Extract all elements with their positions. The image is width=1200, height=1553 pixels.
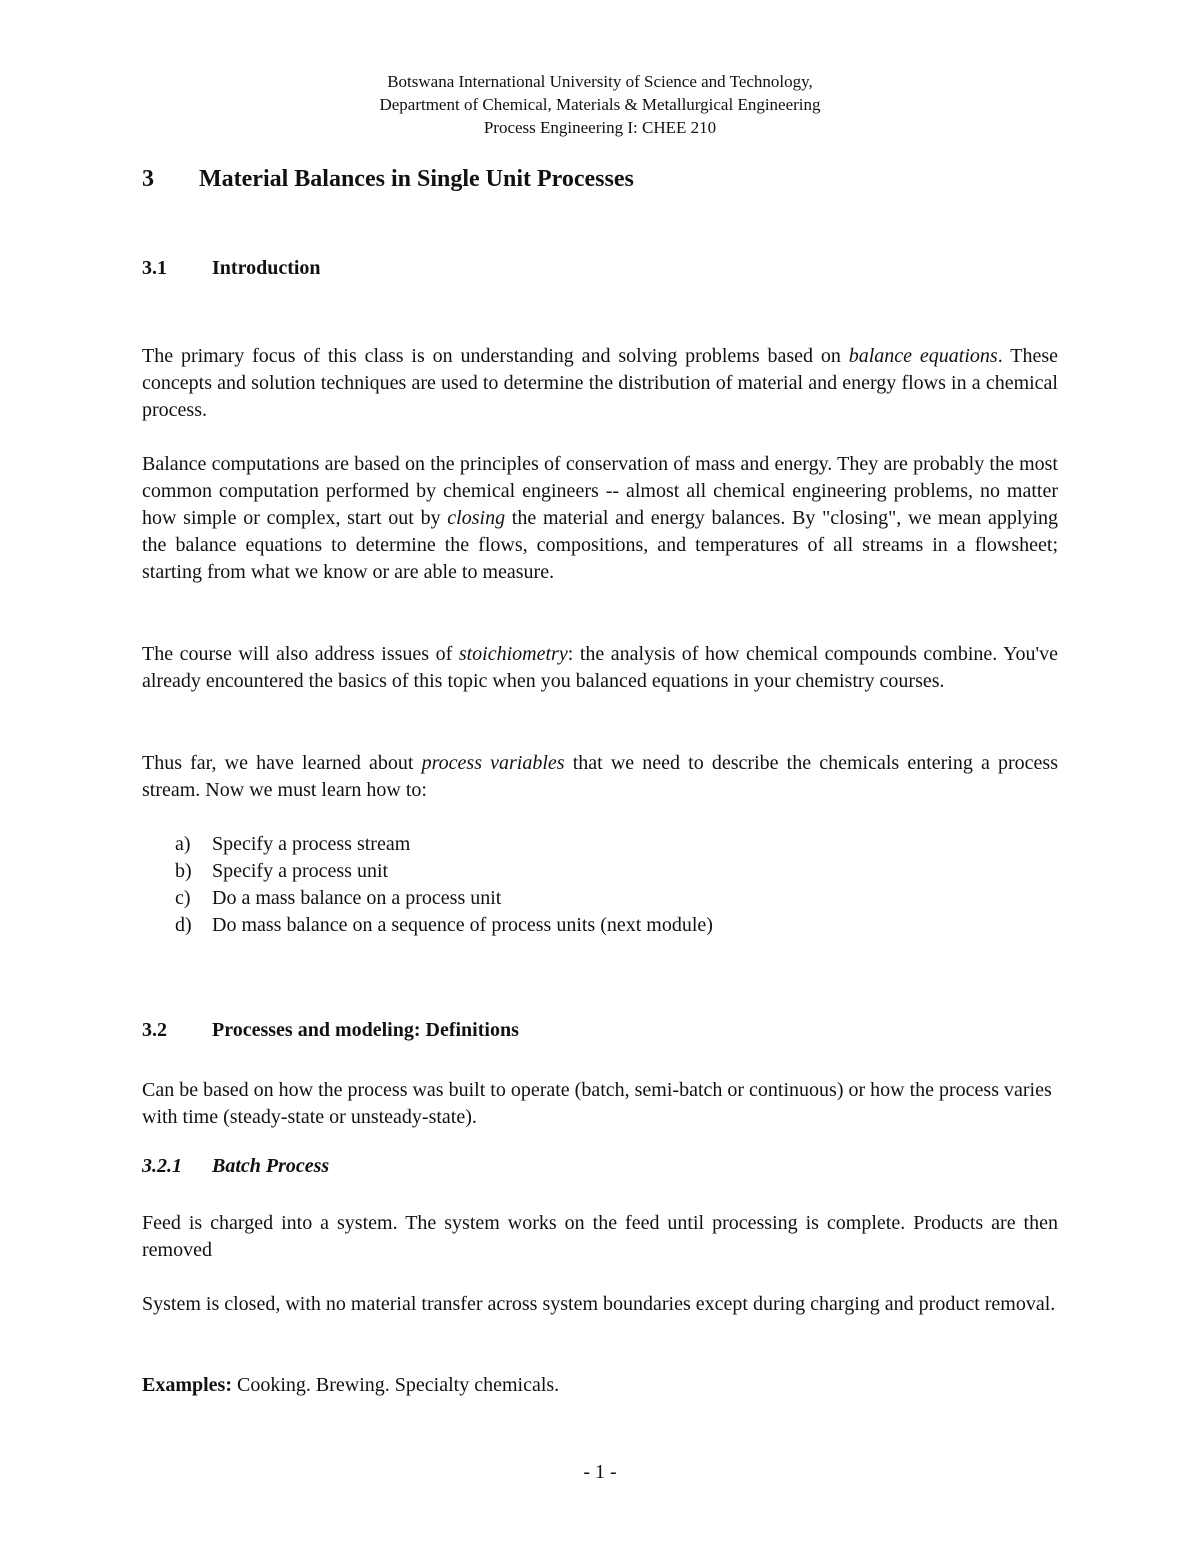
intro-p4-emphasis: process variables <box>421 752 565 774</box>
definitions-paragraph: Can be based on how the process was built to operate (batch, semi-batch or continuous) or how the process varies with time (steady-state or unsteady-state). <box>142 1079 1052 1128</box>
list-marker: a) <box>175 833 191 855</box>
list-item-text: Specify a process unit <box>212 860 389 882</box>
intro-p1-text-a: The primary focus of this class is on understanding and solving problems based on <box>142 345 849 367</box>
list-marker: c) <box>175 887 191 909</box>
intro-p4-text-a: Thus far, we have learned about <box>142 752 422 774</box>
section-3-2-1-number: 3.2.1 <box>142 1155 182 1177</box>
intro-paragraph-4 <box>142 750 1058 804</box>
intro-p3-text-a: The course will also address issues of <box>142 643 459 665</box>
page-number: - 1 - <box>583 1461 617 1483</box>
header-university: Botswana International University of Science and Technology, <box>387 72 813 91</box>
intro-paragraph-1 <box>142 343 1058 424</box>
intro-p2-text-a: Balance computations are based on the principles of conservation of mass and energy. They are probably the most common computation performed by chemical engineers -- almost all chemical engineering problems, no matter how simple or complex, start out by <box>142 453 1058 529</box>
list-marker: b) <box>175 860 192 882</box>
section-3-2-1-title: Batch Process <box>212 1155 330 1177</box>
chapter-title: Material Balances in Single Unit Processes <box>199 166 634 192</box>
section-3-2-heading <box>142 1019 519 1042</box>
list-item-text: Do mass balance on a sequence of process units (next module) <box>212 914 713 936</box>
list-item-text: Do a mass balance on a process unit <box>212 887 502 909</box>
examples-label: Examples: <box>142 1374 232 1396</box>
list-item <box>175 885 713 912</box>
section-3-2-number: 3.2 <box>142 1019 167 1041</box>
intro-p2-text-b: the material and energy balances. By "closing", we mean applying the balance equations to determine the flows, compositions, and temperatures of all streams in a flowsheet; starting from what we know or are able to measure. <box>142 507 1059 583</box>
batch-examples <box>142 1372 1058 1399</box>
list-item-text: Specify a process stream <box>212 833 411 855</box>
chapter-heading <box>142 166 634 193</box>
intro-p3-emphasis: stoichiometry <box>458 643 568 665</box>
section-3-2-title: Processes and modeling: Definitions <box>212 1019 519 1041</box>
section-3-1-heading <box>142 257 321 280</box>
intro-p1-emphasis: balance equations <box>848 345 998 367</box>
intro-p3-text-b: : the analysis of how chemical compounds combine. You've already encountered the basics of this topic when you balanced equations in your chemistry courses. <box>142 643 1059 692</box>
learning-objectives-list <box>175 831 713 939</box>
intro-p1-text-b: . These concepts and solution techniques are used to determine the distribution of material and energy flows in a chemical process. <box>142 345 1058 421</box>
header-course: Process Engineering I: CHEE 210 <box>483 118 717 137</box>
batch-paragraph-1: Feed is charged into a system. The system works on the feed until processing is complete. Products are then removed <box>142 1212 1058 1261</box>
document-header <box>0 70 1200 139</box>
list-item <box>175 858 713 885</box>
intro-paragraph-2 <box>142 451 1058 586</box>
intro-paragraph-3 <box>142 641 1058 695</box>
chapter-number: 3 <box>142 166 154 192</box>
list-item <box>175 912 713 939</box>
intro-p2-emphasis: closing <box>447 507 506 529</box>
examples-text: Cooking. Brewing. Specialty chemicals. <box>232 1374 560 1396</box>
intro-p4-text-b: that we need to describe the chemicals entering a process stream. Now we must learn how to: <box>142 752 1058 801</box>
list-marker: d) <box>175 914 192 936</box>
section-3-1-title: Introduction <box>212 257 321 279</box>
section-3-1-number: 3.1 <box>142 257 167 279</box>
batch-paragraph-2: System is closed, with no material transfer across system boundaries except during charging and product removal. <box>142 1293 1056 1315</box>
section-3-2-1-heading <box>142 1155 329 1178</box>
header-department: Department of Chemical, Materials & Metallurgical Engineering <box>379 95 821 114</box>
list-item <box>175 831 713 858</box>
